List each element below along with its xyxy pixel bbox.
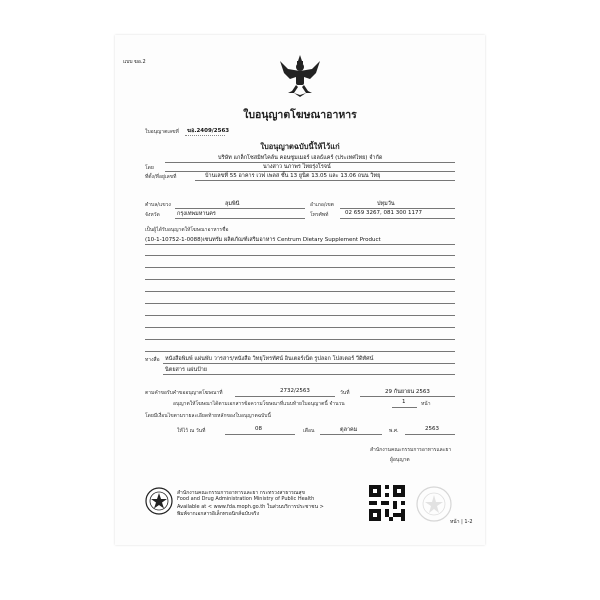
province-value: กรุงเทพมหานคร <box>177 211 216 217</box>
watermark-seal-icon <box>415 485 453 523</box>
footer-agency-th: สำนักงานคณะกรรมการอาหารและยา กระทรวงสาธารณสุข <box>177 490 305 496</box>
year-label: พ.ศ. <box>389 428 399 434</box>
address-value: บ้านเลขที่ 55 อาคาร เวฟ เพลส ชั้น 13 ยูนิต 13.05 และ 13.06 ถนน วิทยุ <box>205 173 381 179</box>
district-value: ปทุมวัน <box>377 201 395 207</box>
media-options-line1: หนังสือพิมพ์ แผ่นพับ วารสาร/หนังสือ วิทยุโทรทัศน์ อินเตอร์เน็ต รูปลอก โปสเตอร์ วีดิทัศน์ <box>165 356 374 362</box>
permit-no-label: ใบอนุญาตเลขที่ <box>145 129 179 135</box>
district-label: อำเภอ/เขต <box>310 202 334 208</box>
form-code: แบบ ฆอ.2 <box>123 59 146 65</box>
media-label: ทางสื่อ <box>145 357 160 363</box>
given-label: ให้ไว้ ณ วันที่ <box>177 428 206 434</box>
office-name: สำนักงานคณะกรรมการอาหารและยา <box>370 447 452 453</box>
attach-count: 1 <box>402 399 406 405</box>
month-label: เดือน <box>303 428 315 434</box>
representative-name: นางสาว นภาพร ไทยรุ่งโรจน์ <box>263 164 331 170</box>
qr-code-icon <box>369 485 405 521</box>
by-label: โดย <box>145 165 154 171</box>
permit-text-label: เป็นผู้ได้รับอนุญาตให้โฆษณาอาหารชื่อ <box>145 227 229 233</box>
permit-document <box>115 35 485 545</box>
subdistrict-label: ตำบล/แขวง <box>145 202 171 208</box>
garuda-emblem-icon <box>278 53 322 99</box>
attach-label: อนุญาตให้โฆษณาได้ตามเอกสารข้อความโฆษณาที่แนบท้ายใบอนุญาตนี้ จำนวน <box>173 401 345 407</box>
subdistrict-value: ลุมพินี <box>225 201 240 207</box>
request-label: ตามคำขอรับคำขออนุญาตโฆษณาที่ <box>145 390 223 396</box>
media-options-line2: นิตยสาร แผ่นป้าย <box>165 367 208 373</box>
signer-label: ผู้อนุญาต <box>390 457 410 463</box>
request-date: 29 กันยายน 2563 <box>385 389 430 395</box>
condition-text: โดยมีเงื่อนไขตามรายละเอียดท้ายหลักของใบอนุญาตฉบับนี้ <box>145 413 271 419</box>
permit-no: ฆอ.2409/2563 <box>187 128 230 134</box>
given-year: 2563 <box>425 426 439 432</box>
given-month: ตุลาคม <box>340 427 358 433</box>
given-day: 08 <box>255 426 262 432</box>
phone-label: โทรศัพท์ <box>310 212 329 218</box>
document-title: ใบอนุญาตโฆษณาอาหาร <box>243 109 357 121</box>
phone-value: 02 659 3267, 081 300 1177 <box>345 210 422 216</box>
fda-seal-icon <box>145 487 173 515</box>
footer-agency-en: Food and Drug Administration Ministry of Public Health <box>177 496 315 502</box>
province-label: จังหวัด <box>145 212 160 218</box>
subtitle: ใบอนุญาตฉบับนี้ให้ไว้แก่ <box>260 142 340 151</box>
address-label: ที่ตั้ง/ที่อยู่เลขที่ <box>145 174 177 180</box>
request-date-label: วันที่ <box>340 390 350 396</box>
footer-available: Available at < www.fda.moph.go.th ในส่วนบริการประชาชน > <box>177 504 324 510</box>
page-number: หน้า | 1-2 <box>450 519 473 525</box>
footer-print-note: พิมพ์จากเอกสารอิเล็กทรอนิกส์ฉบับจริง <box>177 511 260 517</box>
attach-unit: หน้า <box>421 401 431 407</box>
request-no: 2732/2563 <box>280 388 310 394</box>
company-name: บริษัท แกล็กโซสมิทไคล์น คอนซูมเมอร์ เฮลธ์แคร์ (ประเทศไทย) จำกัด <box>218 155 383 161</box>
product-name: (10-1-10752-1-0088)เซนทรัม ผลิตภัณฑ์เสริมอาหาร Centrum Dietary Supplement Product <box>145 237 381 243</box>
